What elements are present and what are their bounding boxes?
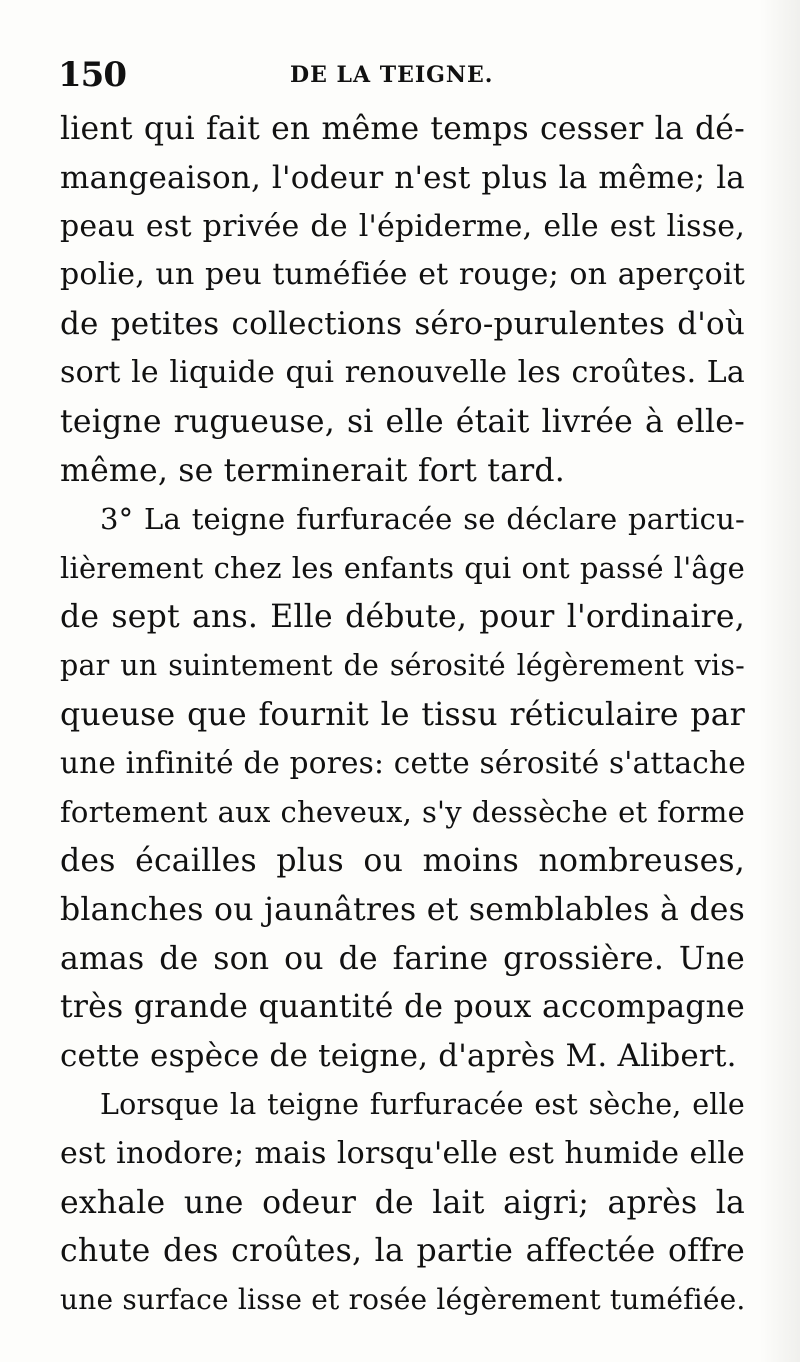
text-line: 3° La teigne furfuracée se déclare particu- — [100, 502, 745, 537]
page-number: 150 — [58, 55, 126, 95]
text-line: une infinité de pores: cette sérosité s'attache — [60, 746, 746, 781]
text-line: lient qui fait en même temps cesser la dé- — [60, 111, 745, 147]
text-line: peau est privée de l'épiderme, elle est lisse, — [60, 208, 745, 244]
text-line: chute des croûtes, la partie affectée offre — [60, 1233, 745, 1270]
text-line: est inodore; mais lorsqu'elle est humide elle — [60, 1135, 745, 1171]
page-header — [58, 55, 738, 105]
text-line: mangeaison, l'odeur n'est plus la même; la — [60, 159, 745, 196]
text-line: fortement aux cheveux, s'y dessèche et forme — [60, 795, 745, 830]
text-line: blanches ou jaunâtres et semblables à des — [60, 891, 745, 928]
text-line: par un suintement de sérosité légèrement vis- — [60, 648, 745, 682]
text-line: de sept ans. Elle débute, pour l'ordinaire, — [60, 598, 745, 635]
text-line: sort le liquide qui renouvelle les croûtes. La — [60, 354, 745, 390]
text-line: exhale une odeur de lait aigri; après la — [60, 1184, 745, 1221]
text-line: polie, un peu tuméfiée et rouge; on aperçoit — [60, 257, 745, 293]
text-line: de petites collections séro-purulentes d'où — [60, 306, 745, 343]
body-text — [60, 105, 745, 1325]
running-head: DE LA TEIGNE. — [290, 62, 494, 88]
text-line: des écailles plus ou moins nombreuses, — [60, 842, 745, 879]
text-line: queuse que fournit le tissu réticulaire par — [60, 696, 745, 733]
text-line: même, se terminerait fort tard. — [60, 452, 565, 489]
text-line: amas de son ou de farine grossière. Une — [60, 940, 745, 977]
text-line: cette espèce de teigne, d'après M. Alibert. — [60, 1038, 737, 1075]
page-edge-shadow — [760, 0, 800, 1362]
text-line: lièrement chez les enfants qui ont passé l'âge — [60, 551, 745, 586]
text-line: très grande quantité de poux accompagne — [60, 989, 745, 1026]
text-line: Lorsque la teigne furfuracée est sèche, elle — [100, 1087, 745, 1121]
text-line: une surface lisse et rosée légèrement tuméfiée. — [60, 1283, 746, 1317]
text-line: teigne rugueuse, si elle était livrée à elle- — [60, 403, 745, 440]
